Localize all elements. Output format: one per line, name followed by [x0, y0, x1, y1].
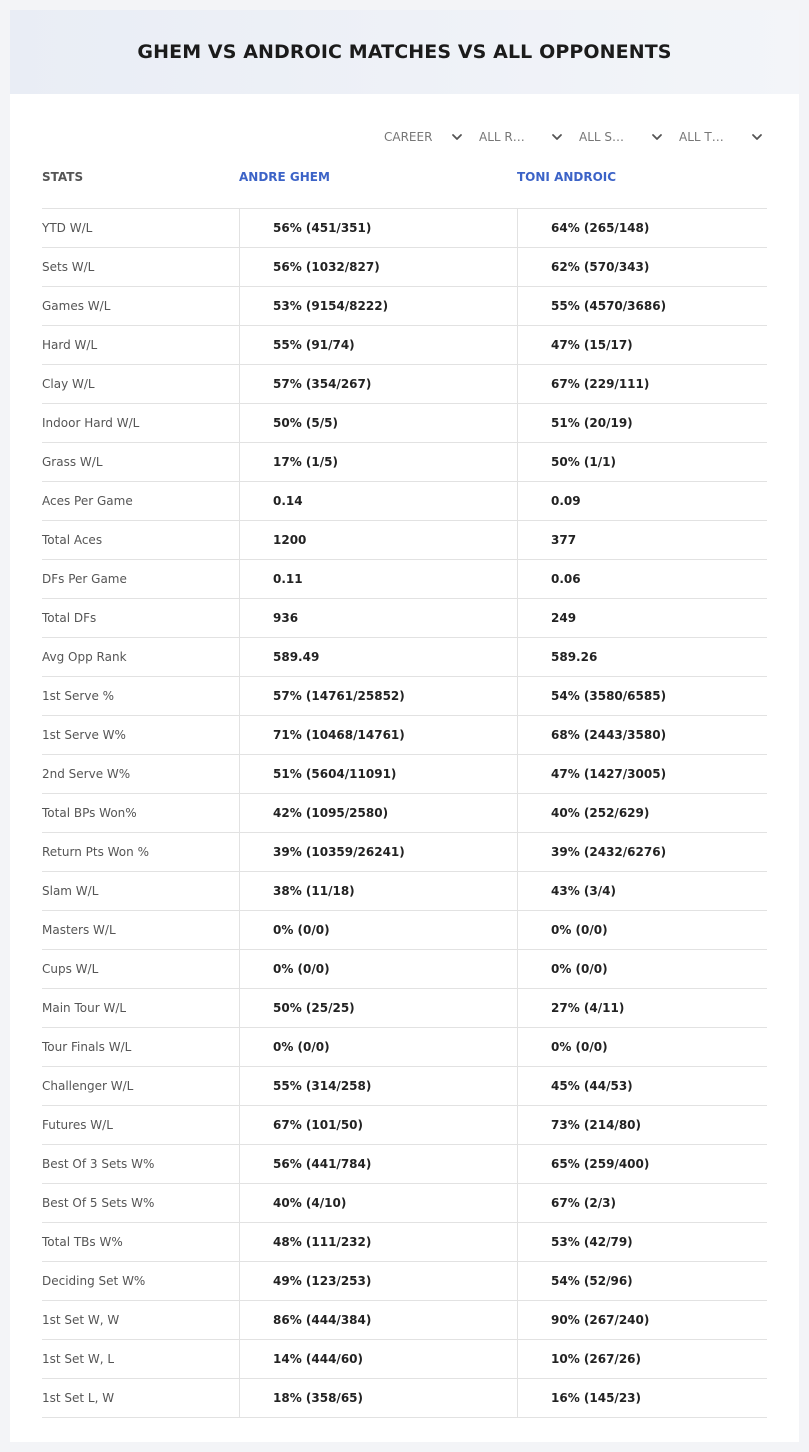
player2-value: 377 [517, 521, 767, 559]
stat-label: 1st Serve % [42, 689, 115, 703]
stat-label: Sets W/L [42, 260, 95, 274]
player1-value: 40% (4/10) [239, 1184, 517, 1222]
player1-value: 50% (25/25) [239, 989, 517, 1027]
player2-value: 0% (0/0) [517, 950, 767, 988]
chevron-down-icon [650, 130, 664, 144]
player1-value: 49% (123/253) [239, 1262, 517, 1300]
player2-value: 73% (214/80) [517, 1106, 767, 1144]
player1-value: 51% (5604/11091) [239, 755, 517, 793]
player2-value: 54% (3580/6585) [517, 677, 767, 715]
player1-value: 57% (354/267) [239, 365, 517, 403]
table-row [42, 560, 767, 599]
stat-label: Return Pts Won % [42, 845, 149, 859]
player2-value: 39% (2432/6276) [517, 833, 767, 871]
table-row [42, 794, 767, 833]
column-header-player1-link[interactable]: ANDRE GHEM [239, 170, 330, 184]
player1-value: 86% (444/384) [239, 1301, 517, 1339]
stats-table [42, 208, 767, 1418]
table-row [42, 677, 767, 716]
table-row [42, 521, 767, 560]
player2-value: 68% (2443/3580) [517, 716, 767, 754]
stat-label: Total DFs [42, 611, 97, 625]
stat-label: 1st Set L, W [42, 1391, 115, 1405]
player2-value: 589.26 [517, 638, 767, 676]
player1-value: 42% (1095/2580) [239, 794, 517, 832]
table-row [42, 638, 767, 677]
player1-value: 48% (111/232) [239, 1223, 517, 1261]
stat-label: Futures W/L [42, 1118, 113, 1132]
stat-label: Tour Finals W/L [42, 1040, 132, 1054]
player2-value: 67% (229/111) [517, 365, 767, 403]
table-row [42, 248, 767, 287]
player2-value: 50% (1/1) [517, 443, 767, 481]
player1-value: 0.14 [239, 482, 517, 520]
stat-label: Best Of 5 Sets W% [42, 1196, 155, 1210]
table-row [42, 1067, 767, 1106]
player2-value: 16% (145/23) [517, 1379, 767, 1417]
table-row [42, 599, 767, 638]
table-row [42, 911, 767, 950]
table-row [42, 482, 767, 521]
player1-value: 56% (441/784) [239, 1145, 517, 1183]
player2-value: 0.09 [517, 482, 767, 520]
table-row [42, 755, 767, 794]
table-row [42, 872, 767, 911]
filter-rounds-select[interactable] [479, 126, 564, 148]
stat-label: DFs Per Game [42, 572, 127, 586]
stat-label: Games W/L [42, 299, 111, 313]
stat-label: Slam W/L [42, 884, 99, 898]
player1-value: 38% (11/18) [239, 872, 517, 910]
stat-label: Hard W/L [42, 338, 98, 352]
player1-value: 0% (0/0) [239, 950, 517, 988]
player2-value: 53% (42/79) [517, 1223, 767, 1261]
stat-label: 2nd Serve W% [42, 767, 131, 781]
player1-value: 53% (9154/8222) [239, 287, 517, 325]
chevron-down-icon [550, 130, 564, 144]
player1-value: 67% (101/50) [239, 1106, 517, 1144]
stats-card [10, 10, 799, 1442]
player2-value: 65% (259/400) [517, 1145, 767, 1183]
stat-label: Total Aces [42, 533, 103, 547]
filter-surfaces-select[interactable] [579, 126, 664, 148]
stat-label: Total BPs Won% [42, 806, 137, 820]
filter-tournaments-select[interactable] [679, 126, 764, 148]
table-row [42, 365, 767, 404]
player2-value: 64% (265/148) [517, 209, 767, 247]
card-header [10, 10, 799, 94]
filter-label: ALL T… [679, 130, 724, 144]
table-row [42, 443, 767, 482]
table-row [42, 1301, 767, 1340]
stat-label: 1st Serve W% [42, 728, 126, 742]
stat-label: Main Tour W/L [42, 1001, 127, 1015]
filter-label: ALL R… [479, 130, 525, 144]
chevron-down-icon [450, 130, 464, 144]
stat-label: YTD W/L [42, 221, 93, 235]
stat-label: Deciding Set W% [42, 1274, 146, 1288]
stat-label: Avg Opp Rank [42, 650, 127, 664]
player2-value: 51% (20/19) [517, 404, 767, 442]
player1-value: 0.11 [239, 560, 517, 598]
player2-value: 10% (267/26) [517, 1340, 767, 1378]
stat-label: Best Of 3 Sets W% [42, 1157, 155, 1171]
stat-label: Aces Per Game [42, 494, 133, 508]
table-row [42, 1262, 767, 1301]
table-row [42, 833, 767, 872]
table-row [42, 209, 767, 248]
table-row [42, 716, 767, 755]
page-title: GHEM VS ANDROIC MATCHES VS ALL OPPONENTS [137, 41, 672, 63]
filter-label: ALL S… [579, 130, 625, 144]
table-header [42, 170, 767, 190]
player2-value: 249 [517, 599, 767, 637]
stat-label: Total TBs W% [42, 1235, 123, 1249]
player1-value: 56% (1032/827) [239, 248, 517, 286]
stat-label: Grass W/L [42, 455, 103, 469]
stat-label: Masters W/L [42, 923, 116, 937]
table-row [42, 1379, 767, 1418]
player2-value: 0.06 [517, 560, 767, 598]
player1-value: 17% (1/5) [239, 443, 517, 481]
player2-value: 43% (3/4) [517, 872, 767, 910]
stat-label: Clay W/L [42, 377, 95, 391]
filter-career-select[interactable] [384, 126, 464, 148]
player1-value: 57% (14761/25852) [239, 677, 517, 715]
player2-value: 40% (252/629) [517, 794, 767, 832]
player1-value: 55% (91/74) [239, 326, 517, 364]
table-row [42, 989, 767, 1028]
player1-value: 55% (314/258) [239, 1067, 517, 1105]
player1-value: 589.49 [239, 638, 517, 676]
table-row [42, 950, 767, 989]
table-row [42, 1223, 767, 1262]
table-row [42, 1340, 767, 1379]
player2-value: 90% (267/240) [517, 1301, 767, 1339]
filter-bar [10, 126, 799, 148]
table-row [42, 1106, 767, 1145]
player1-value: 0% (0/0) [239, 1028, 517, 1066]
player2-value: 0% (0/0) [517, 911, 767, 949]
player2-value: 0% (0/0) [517, 1028, 767, 1066]
player1-value: 1200 [239, 521, 517, 559]
chevron-down-icon [750, 130, 764, 144]
player2-value: 62% (570/343) [517, 248, 767, 286]
player2-value: 47% (1427/3005) [517, 755, 767, 793]
filter-label: CAREER [384, 130, 433, 144]
table-row [42, 404, 767, 443]
player2-value: 27% (4/11) [517, 989, 767, 1027]
table-row [42, 326, 767, 365]
stat-label: 1st Set W, W [42, 1313, 120, 1327]
player1-value: 18% (358/65) [239, 1379, 517, 1417]
table-row [42, 287, 767, 326]
player2-value: 54% (52/96) [517, 1262, 767, 1300]
stat-label: 1st Set W, L [42, 1352, 115, 1366]
player1-value: 936 [239, 599, 517, 637]
player2-value: 55% (4570/3686) [517, 287, 767, 325]
player1-value: 71% (10468/14761) [239, 716, 517, 754]
player1-value: 14% (444/60) [239, 1340, 517, 1378]
stat-label: Challenger W/L [42, 1079, 134, 1093]
table-row [42, 1145, 767, 1184]
table-row [42, 1028, 767, 1067]
player1-value: 56% (451/351) [239, 209, 517, 247]
player1-value: 39% (10359/26241) [239, 833, 517, 871]
table-row [42, 1184, 767, 1223]
column-header-stats: STATS [42, 170, 84, 184]
stat-label: Indoor Hard W/L [42, 416, 140, 430]
player2-value: 47% (15/17) [517, 326, 767, 364]
player2-value: 67% (2/3) [517, 1184, 767, 1222]
column-header-player2-link[interactable]: TONI ANDROIC [517, 170, 617, 184]
player1-value: 0% (0/0) [239, 911, 517, 949]
player2-value: 45% (44/53) [517, 1067, 767, 1105]
player1-value: 50% (5/5) [239, 404, 517, 442]
stat-label: Cups W/L [42, 962, 99, 976]
